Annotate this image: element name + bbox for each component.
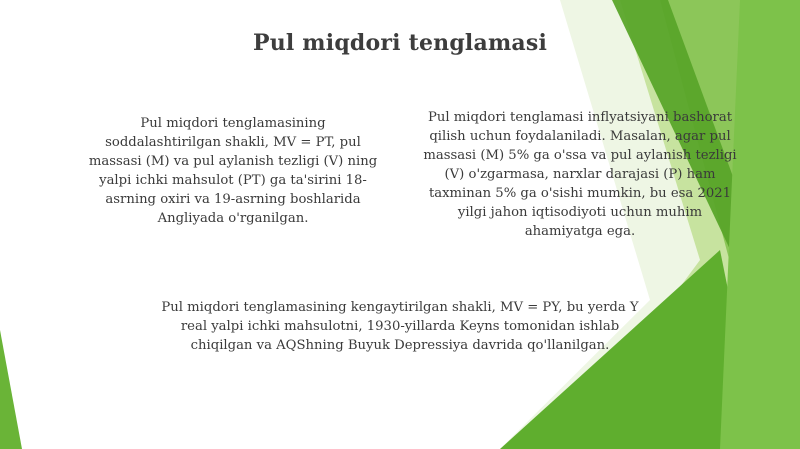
slide-title: Pul miqdori tenglamasi: [252, 30, 548, 56]
paragraph-right: Pul miqdori tenglamasi inflyatsiyani bashorat qilish uchun foydalaniladi. Masalan, agar pul massasi (M) 5% ga o'ssa va pul aylanish tezligi (V) o'zgarmasa, narxlar darajasi (P) ham taxminan 5% ga o'sishi mumkin, bu esa 2021 yilgi jahon iqtisodiyoti uchun muhim ahamiyatga ega.: [423, 110, 737, 239]
paragraph-bottom: Pul miqdori tenglamasining kengaytirilgan shakli, MV = PY, bu yerda Y real yalpi ichki mahsulotni, 1930-yillarda Keyns tomonidan ishlab chiqilgan va AQShning Buyuk Depressiya davrida qo'llanilgan.: [161, 300, 639, 353]
paragraph-left: Pul miqdori tenglamasining soddalashtirilgan shakli, MV = PT, pul massasi (M) va pul aylanish tezligi (V) ning yalpi ichki mahsulot (PT) ga ta'sirini 18- asrning oxiri va 19-asrning boshlarida Angliyada o'rganilgan.: [88, 116, 378, 226]
deco-left-triangle: [0, 330, 22, 449]
